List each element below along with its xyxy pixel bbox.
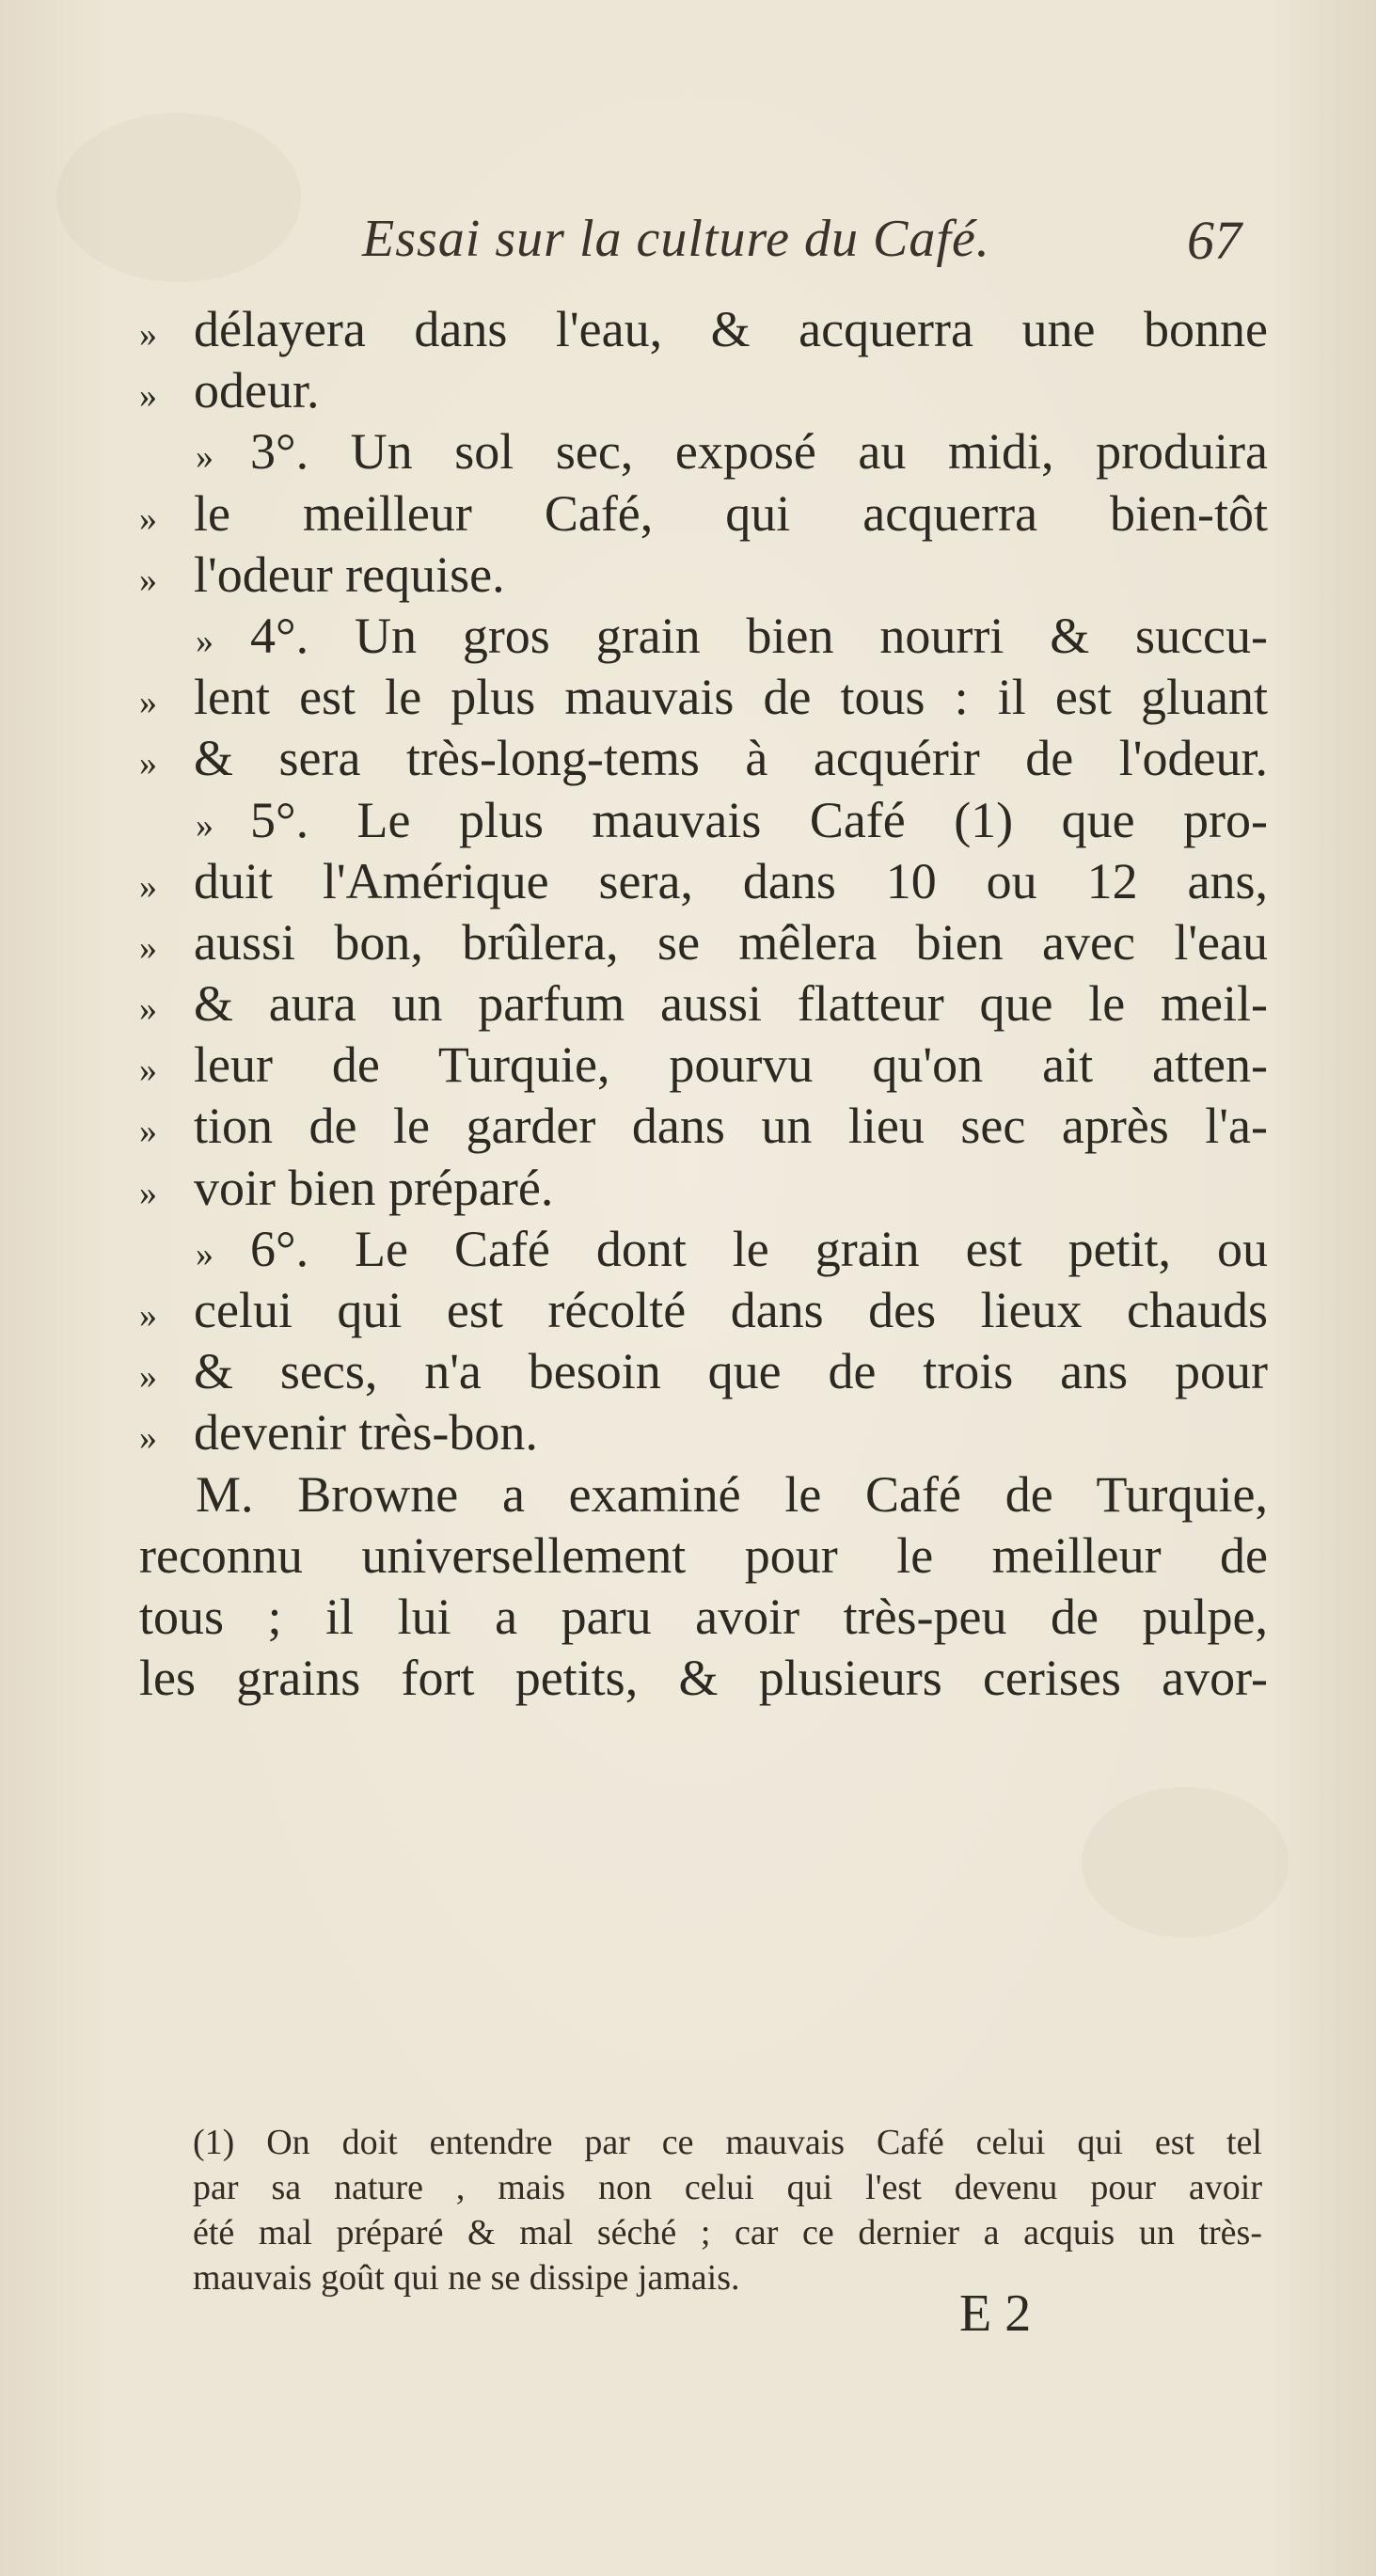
line-text: l'odeur requise. [194, 545, 505, 603]
line-text: 3°. Un sol sec, exposé au midi, produira [250, 423, 1268, 481]
quote-mark: » [139, 683, 157, 723]
quote-mark: » [139, 1296, 157, 1335]
line-text: délayera dans l'eau, & acquerra une bonne [194, 301, 1268, 357]
quote-mark: » [139, 1357, 157, 1398]
quote-mark: » [139, 376, 157, 417]
text-line [139, 728, 1268, 789]
quote-mark: » [196, 805, 214, 845]
quote-mark: » [139, 498, 157, 539]
line-text: tion de le garder dans un lieu sec après l'a- [194, 1098, 1268, 1155]
line-text: 4°. Un gros grain bien nourri & succu- [250, 607, 1268, 664]
line-text: celui qui est récolté dans des lieux chauds [194, 1282, 1268, 1338]
line-text: reconnu universellement pour le meilleur de [139, 1526, 1268, 1584]
quote-mark: » [139, 927, 157, 968]
text-line [139, 421, 1268, 482]
quote-mark: » [196, 1234, 214, 1274]
quote-mark: » [139, 560, 157, 600]
text-line [139, 912, 1268, 973]
page-number: 67 [1187, 210, 1242, 271]
line-text: lent est le plus mauvais de tous : il est gluant [194, 669, 1268, 726]
line-text: & secs, n'a besoin que de trois ans pour [194, 1343, 1268, 1400]
page-header [0, 209, 1376, 275]
running-title: Essai sur la culture du Café. [362, 210, 990, 268]
line-text: devenir très-bon. [194, 1404, 538, 1462]
quote-mark: » [196, 621, 214, 661]
text-line [139, 360, 1268, 421]
text-line [139, 667, 1268, 728]
quote-mark: » [139, 1173, 157, 1213]
footnote-line: par sa nature , mais non celui qui l'est devenu pour avoir [193, 2168, 1262, 2207]
text-line [139, 1402, 1268, 1463]
quote-mark: » [139, 744, 157, 784]
line-text: odeur. [194, 362, 320, 419]
line-text: leur de Turquie, pourvu qu'on ait atten- [194, 1036, 1268, 1094]
footnote-line: mauvais goût qui ne se dissipe jamais. [193, 2258, 740, 2298]
text-line [139, 790, 1268, 851]
text-line [139, 1280, 1268, 1341]
quote-mark: » [139, 1418, 157, 1459]
text-line [139, 606, 1268, 667]
line-text: duit l'Amérique sera, dans 10 ou 12 ans, [194, 852, 1268, 909]
text-line [139, 1525, 1268, 1587]
text-line [139, 1464, 1268, 1525]
line-text: les grains fort petits, & plusieurs cerises avor- [139, 1650, 1268, 1707]
quote-mark: » [139, 866, 157, 907]
quote-mark: » [196, 437, 214, 478]
text-line [139, 299, 1268, 360]
line-text: & aura un parfum aussi flatteur que le meil- [194, 975, 1268, 1033]
line-text: 5°. Le plus mauvais Café (1) que pro- [250, 791, 1268, 848]
line-text: & sera très-long-tems à acquérir de l'odeur. [194, 730, 1268, 787]
text-line [139, 1096, 1268, 1157]
line-text: tous ; il lui a paru avoir très-peu de pulpe, [139, 1588, 1268, 1645]
text-line [139, 483, 1268, 545]
text-line [139, 1587, 1268, 1648]
text-line [139, 1648, 1268, 1709]
text-line [139, 1341, 1268, 1402]
text-line [139, 851, 1268, 912]
text-line [139, 1035, 1268, 1096]
signature-mark: E 2 [959, 2284, 1032, 2343]
footnote [193, 2120, 1262, 2300]
line-text: voir bien préparé. [194, 1159, 554, 1216]
line-text: le meilleur Café, qui acquerra bien-tôt [194, 484, 1268, 542]
body-text [139, 299, 1268, 1709]
quote-mark: » [139, 989, 157, 1030]
quote-mark: » [139, 1112, 157, 1152]
text-line [139, 1158, 1268, 1219]
footnote-line: (1) On doit entendre par ce mauvais Café celui qui est tel [193, 2123, 1262, 2162]
footnote-line: été mal préparé & mal séché ; car ce dernier a acquis un très- [193, 2213, 1262, 2252]
line-text: 6°. Le Café dont le grain est petit, ou [250, 1220, 1268, 1277]
paper-stain [1082, 1787, 1289, 1937]
line-text: aussi bon, brûlera, se mêlera bien avec l'eau [194, 913, 1268, 971]
line-text: M. Browne a examiné le Café de Turquie, [196, 1465, 1268, 1523]
text-line [139, 1219, 1268, 1280]
quote-mark: » [139, 1051, 157, 1091]
text-line [139, 545, 1268, 606]
text-line [139, 973, 1268, 1035]
quote-mark: » [139, 315, 157, 355]
